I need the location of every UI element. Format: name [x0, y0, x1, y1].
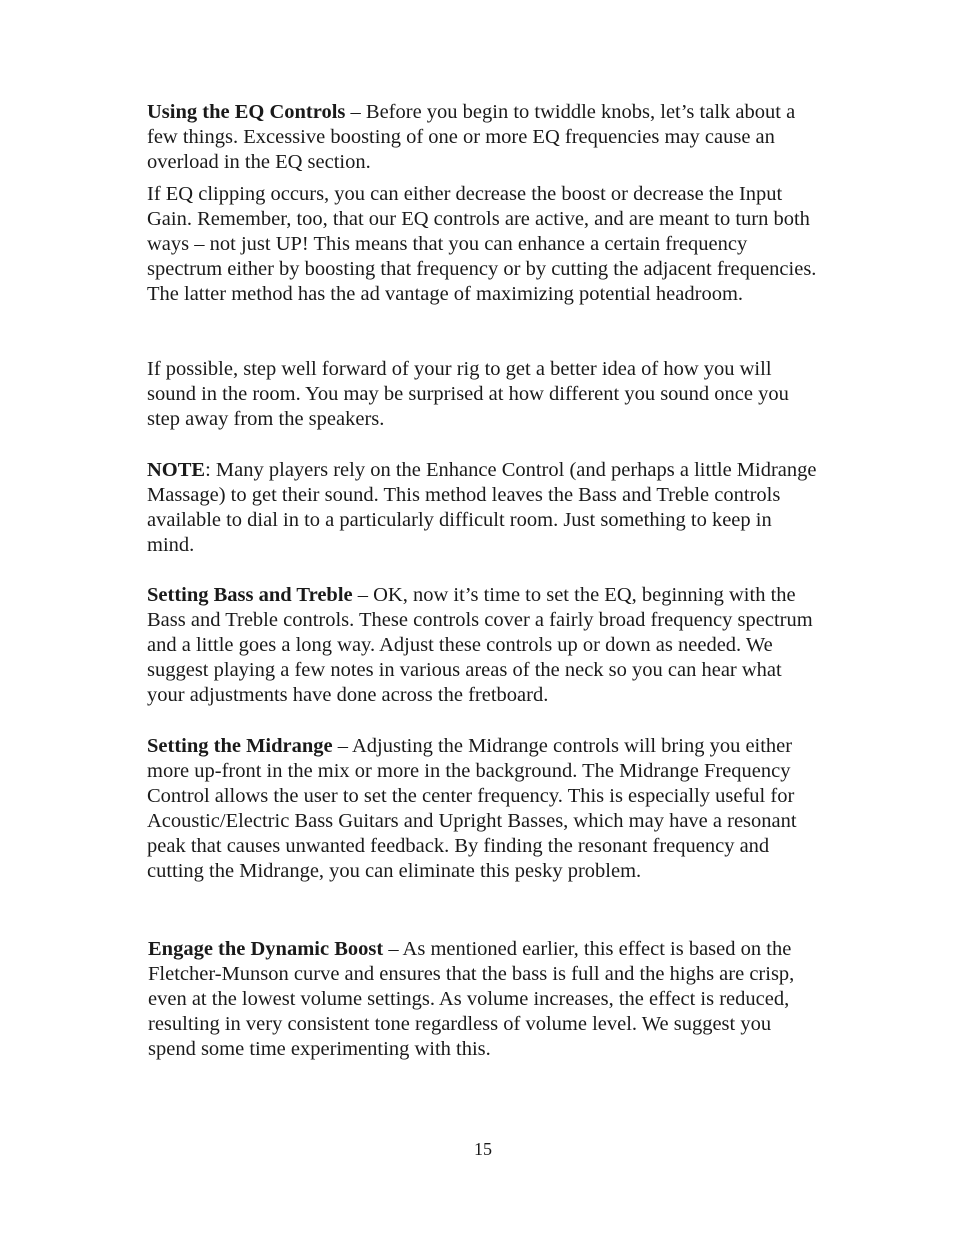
paragraph-note: [147, 458, 823, 558]
paragraph-body: – As mentioned earlier, this effect is based on the Fletcher-Munson curve and ensures that the bass is full and the highs are crisp, even at the lowest volume settings. As volume increases, the effect is reduced, resulting in very consistent tone regardless of volume level. We suggest you spend some time experimenting with this.: [148, 938, 795, 1061]
paragraph-using-eq-controls: [147, 100, 823, 175]
paragraph-heading: NOTE: [147, 459, 206, 481]
paragraph-body: : Many players rely on the Enhance Control (and perhaps a little Midrange Massage) to get their sound. This method leaves the Bass and Treble controls available to dial in to a particularly difficult room. Just something to keep in mind.: [147, 459, 817, 557]
paragraph-body: – OK, now it’s time to set the EQ, beginning with the Bass and Treble controls. These controls cover a fairly broad frequency spectrum and a little goes a long way. Adjust these controls up or down as needed. We suggest playing a few notes in various areas of the neck so you can hear what your adjustments have done across the fretboard.: [147, 584, 813, 707]
paragraph-body: If EQ clipping occurs, you can either decrease the boost or decrease the Input Gain. Remember, too, that our EQ controls are active, and are meant to turn both ways – not just UP! This means that you can enhance a certain frequency spectrum either by boosting that frequency or by cutting the adjacent frequencies. The latter method has the ad vantage of maximizing potential headroom.: [147, 183, 817, 306]
paragraph-body: If possible, step well forward of your rig to get a better idea of how you will sound in the room. You may be surprised at how different you sound once you step away from the speakers.: [147, 358, 789, 431]
paragraph-heading: Using the EQ Controls: [147, 101, 346, 123]
paragraph-dynamic-boost: [148, 937, 824, 1062]
paragraph-eq-clipping: [147, 182, 823, 307]
paragraph-heading: Setting the Midrange: [147, 735, 333, 757]
paragraph-setting-midrange: [147, 734, 823, 885]
paragraph-body: – Before you begin to twiddle knobs, let’s talk about a few things. Excessive boosting of one or more EQ frequencies may cause an overload in the EQ section.: [147, 101, 796, 174]
paragraph-heading: Engage the Dynamic Boost: [148, 938, 384, 960]
paragraph-body: – Adjusting the Midrange controls will bring you either more up-front in the mix or more in the background. The Midrange Frequency Control allows the user to set the center frequency. This is especially useful for Acoustic/Electric Bass Guitars and Upright Basses, which may have a resonant peak that causes unwanted feedback. By finding the resonant frequency and cutting the Midrange, you can eliminate this pesky problem.: [147, 735, 797, 883]
paragraph-step-forward: [147, 357, 823, 432]
paragraph-heading: Setting Bass and Treble: [147, 584, 353, 606]
paragraph-setting-bass-treble: [147, 583, 823, 708]
page-number: 15: [474, 1139, 492, 1159]
